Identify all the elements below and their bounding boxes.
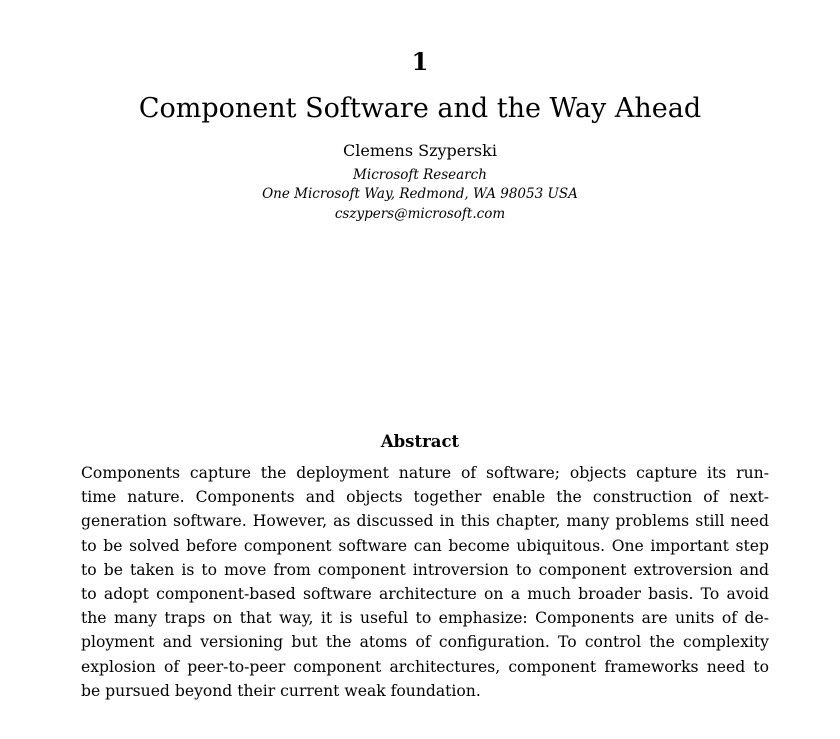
author-organization: Microsoft Research <box>353 167 487 183</box>
chapter-number: 1 <box>411 47 429 76</box>
author-name: Clemens Szyperski <box>343 141 497 160</box>
abstract-heading: Abstract <box>380 432 460 451</box>
abstract-line: ployment and versioning but the atoms of configuration. To control the complexity <box>81 633 769 652</box>
abstract-line: to adopt component-based software architecture on a much broader basis. To avoid <box>81 585 769 604</box>
abstract-line: be pursued beyond their current weak foundation. <box>81 681 481 700</box>
author-address: One Microsoft Way, Redmond, WA 98053 USA <box>262 186 578 202</box>
author-email: cszypers@microsoft.com <box>334 206 506 222</box>
abstract-line: to be solved before component software can become ubiquitous. One important step <box>81 536 769 555</box>
abstract-body <box>81 461 769 703</box>
abstract-line: generation software. However, as discussed in this chapter, many problems still need <box>81 512 769 531</box>
abstract-line: Components capture the deployment nature of software; objects capture its run- <box>81 464 769 482</box>
abstract-line: the many traps on that way, it is useful to emphasize: Components are units of de- <box>81 609 769 628</box>
abstract-line: time nature. Components and objects together enable the construction of next- <box>81 488 769 507</box>
abstract-line: explosion of peer-to-peer component architectures, component frameworks need to <box>81 657 769 676</box>
chapter-title: Component Software and the Way Ahead <box>138 93 702 124</box>
abstract-line: to be taken is to move from component introversion to component extroversion and <box>81 560 769 579</box>
